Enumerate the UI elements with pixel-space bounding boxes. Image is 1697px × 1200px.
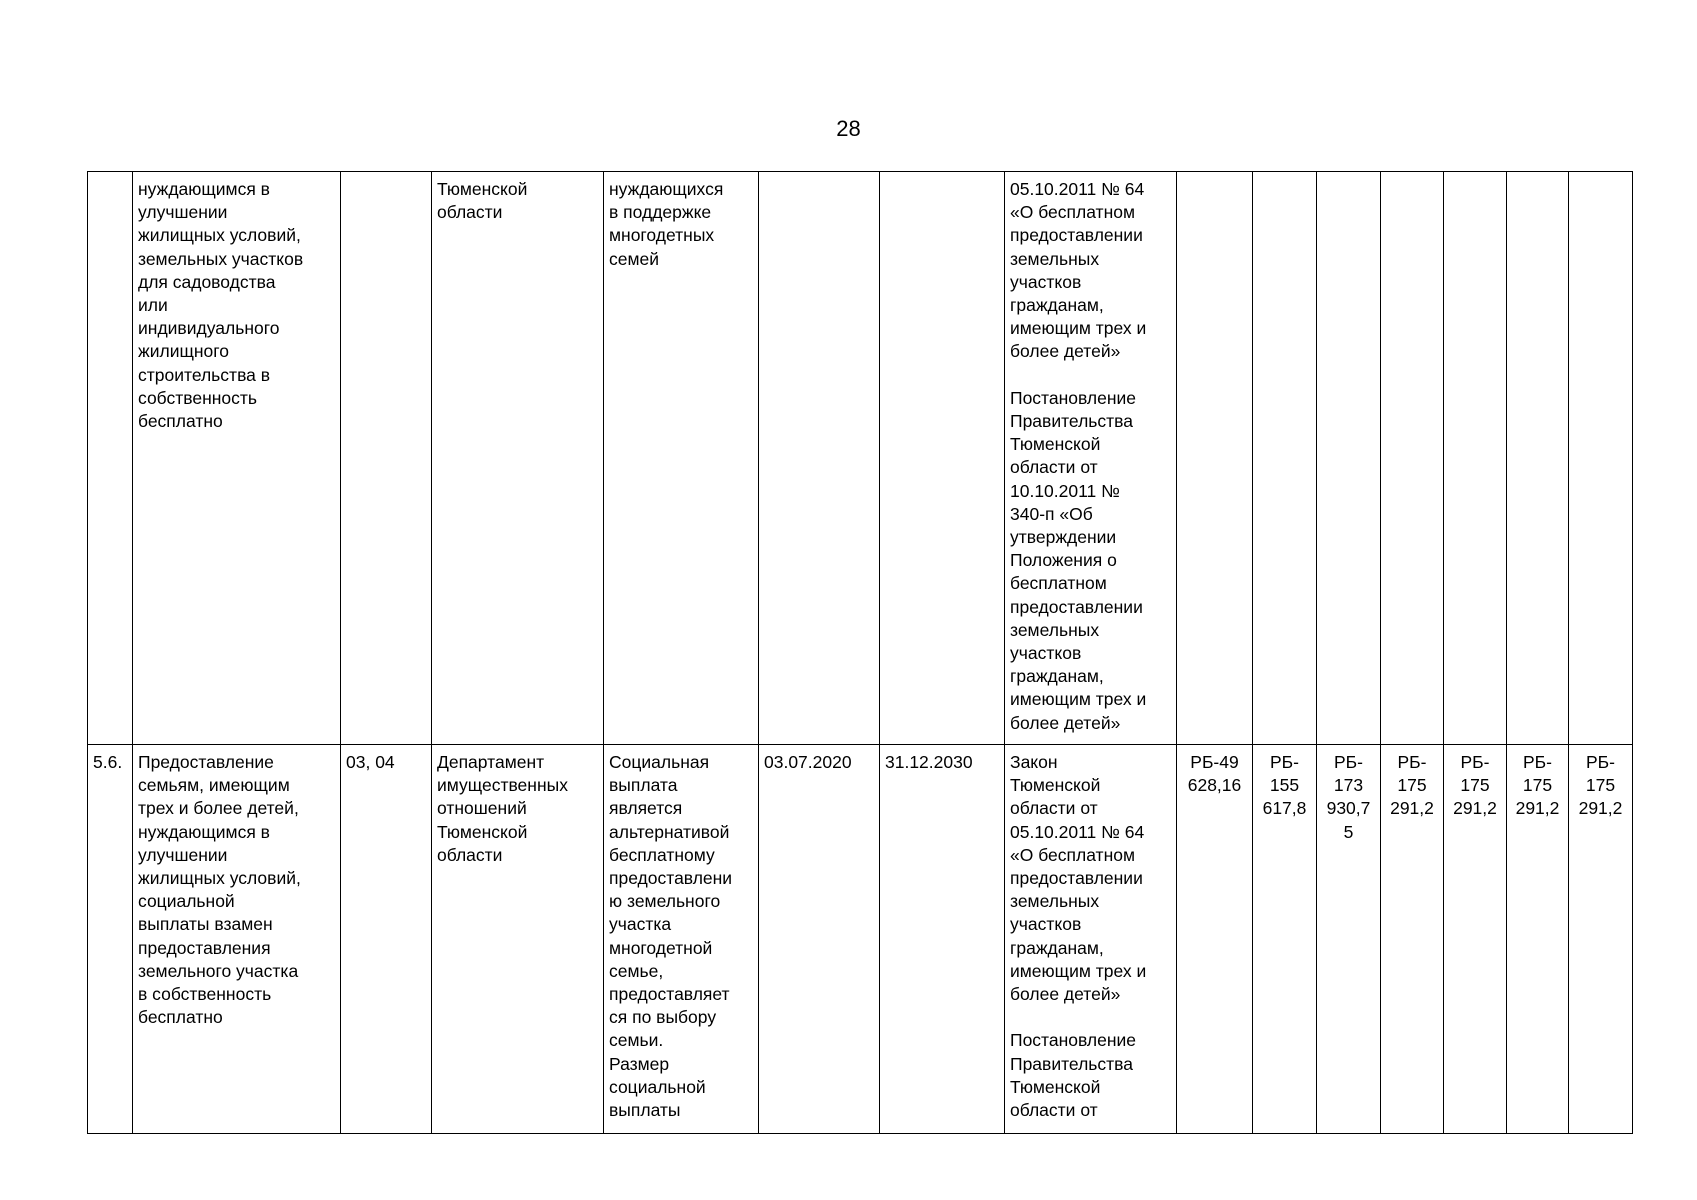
cell-end-date: 31.12.2030 <box>880 745 1005 1134</box>
cell-amount: РБ-49 628,16 <box>1177 745 1253 1134</box>
cell-amount <box>1317 172 1381 745</box>
cell-amount <box>1569 172 1633 745</box>
cell-amount: РБ- 175 291,2 <box>1569 745 1633 1134</box>
cell-legal-basis: 05.10.2011 № 64 «О бесплатном предоставлении земельных участков гражданам, имеющим трех и более детей» Постановление Правительства Тюменской области от 10.10.2011 № 340-п «Об утверждении Положения о бесплатном предоставлении земельных участков гражданам, имеющим трех и более детей» <box>1005 172 1177 745</box>
cell-amount: РБ- 173 930,7 5 <box>1317 745 1381 1134</box>
cell-description: нуждающихся в поддержке многодетных семей <box>604 172 759 745</box>
cell-amount: РБ- 175 291,2 <box>1507 745 1569 1134</box>
cell-codes: 03, 04 <box>341 745 432 1134</box>
cell-start-date <box>759 172 880 745</box>
table-row <box>88 172 1633 745</box>
table-row <box>88 745 1633 1134</box>
cell-amount <box>1507 172 1569 745</box>
cell-measure: нуждающимся в улучшении жилищных условий, земельных участков для садоводства или индивидуального жилищного строительства в собственность бесплатно <box>133 172 341 745</box>
cell-amount <box>1381 172 1444 745</box>
cell-amount <box>1253 172 1317 745</box>
cell-executor: Департамент имущественных отношений Тюменской области <box>432 745 604 1134</box>
cell-legal-basis: Закон Тюменской области от 05.10.2011 № 64 «О бесплатном предоставлении земельных участков гражданам, имеющим трех и более детей» Постановление Правительства Тюменской области от <box>1005 745 1177 1134</box>
cell-measure: Предоставление семьям, имеющим трех и более детей, нуждающимся в улучшении жилищных условий, социальной выплаты взамен предоставления земельного участка в собственность бесплатно <box>133 745 341 1134</box>
cell-description: Социальная выплата является альтернативой бесплатному предоставлени ю земельного участка многодетной семье, предоставляет ся по выбору семьи. Размер социальной выплаты <box>604 745 759 1134</box>
cell-amount: РБ- 175 291,2 <box>1444 745 1507 1134</box>
cell-amount <box>1444 172 1507 745</box>
cell-number <box>88 172 133 745</box>
cell-amount <box>1177 172 1253 745</box>
measures-table <box>87 171 1633 1134</box>
cell-amount: РБ- 155 617,8 <box>1253 745 1317 1134</box>
page-number: 28 <box>836 116 861 141</box>
cell-codes <box>341 172 432 745</box>
cell-number: 5.6. <box>88 745 133 1134</box>
cell-executor: Тюменской области <box>432 172 604 745</box>
cell-amount: РБ- 175 291,2 <box>1381 745 1444 1134</box>
cell-end-date <box>880 172 1005 745</box>
cell-start-date: 03.07.2020 <box>759 745 880 1134</box>
